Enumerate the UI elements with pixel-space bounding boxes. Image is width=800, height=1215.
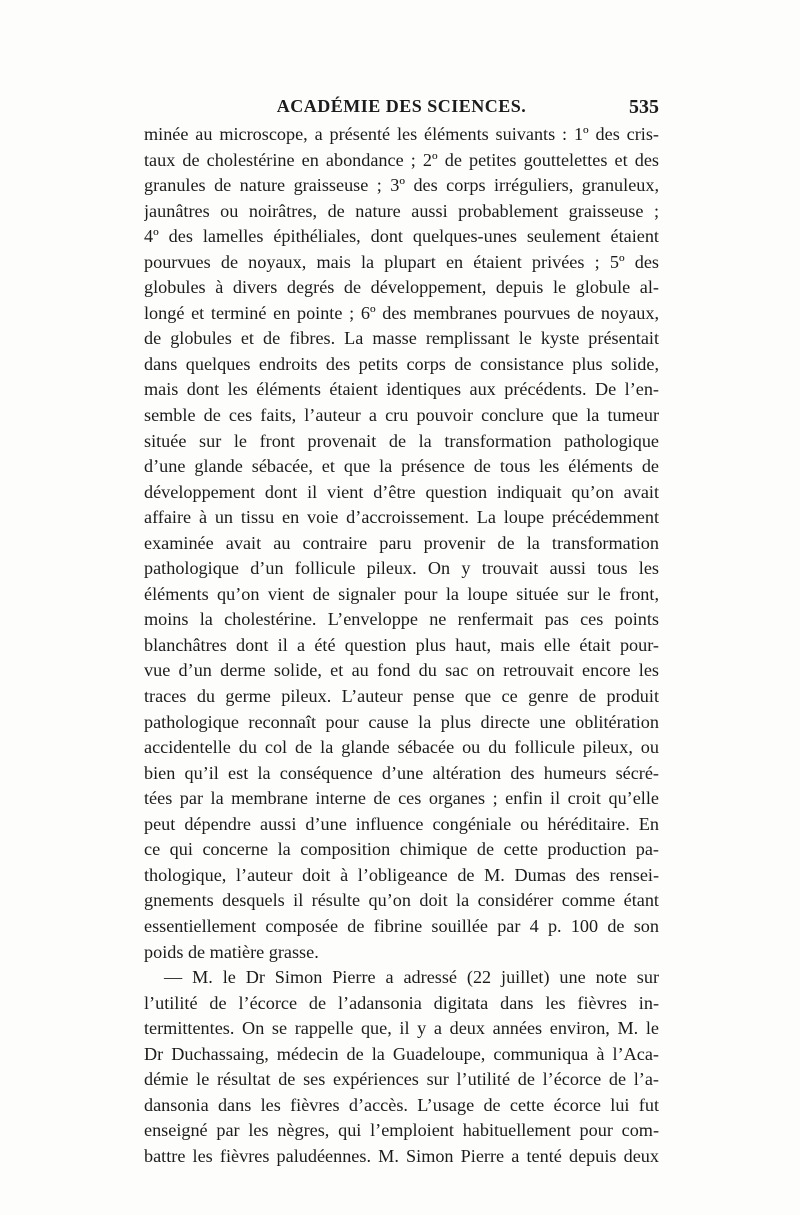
text-line: taux de cholestérine en abondance ; 2º de petites gouttelettes et des (144, 149, 659, 170)
text-line: blanchâtres dont il a été question plus haut, mais elle était pour- (144, 634, 659, 655)
text-line: minée au microscope, a présenté les éléments suivants : 1º des cris- (144, 124, 659, 144)
text-line: termittentes. On se rappelle que, il y a deux années environ, M. le (144, 1018, 659, 1039)
paragraph-academic-report (144, 122, 659, 965)
text-line: développement dont il vient d’être question indiquait qu’on avait (144, 481, 659, 502)
text-line: affaire à un tissu en voie d’accroissement. La loupe précédemment (144, 507, 659, 528)
text-line: ce qui concerne la composition chimique de cette production pa- (144, 839, 659, 860)
text-line: examinée avait au contraire paru provenir de la transformation (144, 532, 659, 553)
text-line: longé et terminé en pointe ; 6º des membranes pourvues de noyaux, (144, 302, 659, 323)
paragraph-simon-pierre-note (144, 965, 659, 1169)
text-line: jaunâtres ou noirâtres, de nature aussi probablement graisseuse ; (144, 200, 659, 221)
running-title: ACADÉMIE DES SCIENCES. (276, 96, 527, 116)
page-number: 535 (629, 96, 659, 118)
text-line: démie le résultat de ses expériences sur l’utilité de l’écorce de l’a- (144, 1069, 659, 1090)
text-line: éléments qu’on vient de signaler pour la loupe située sur le front, (144, 583, 659, 604)
text-line: gnements desquels il résulte qu’on doit la considérer comme étant (144, 890, 659, 911)
text-line: battre les fièvres paludéennes. M. Simon Pierre a tenté depuis deux (144, 1145, 659, 1166)
text-line: Dr Duchassaing, médecin de la Guadeloupe, communiqua à l’Aca- (144, 1043, 659, 1064)
text-line: de globules et de fibres. La masse remplissant le kyste présentait (144, 328, 659, 349)
text-line: pourvues de noyaux, mais la plupart en étaient privées ; 5º des (144, 251, 659, 272)
text-line: tées par la membrane interne de ces organes ; enfin il croit qu’elle (144, 788, 659, 809)
text-line: pathologique d’un follicule pileux. On y trouvait aussi tous les (144, 558, 659, 579)
text-line: — M. le Dr Simon Pierre a adressé (22 juillet) une note sur (164, 967, 659, 988)
text-line: dans quelques endroits des petits corps de consistance plus solide, (144, 353, 659, 374)
text-line: vue d’un derme solide, et au fond du sac on retrouvait encore les (144, 660, 659, 681)
text-line: dansonia dans les fièvres d’accès. L’usage de cette écorce lui fut (144, 1094, 659, 1115)
text-line: thologique, l’auteur doit à l’obligeance de M. Dumas des rensei- (144, 864, 659, 885)
text-line: bien qu’il est la conséquence d’une altération des humeurs sécré- (144, 762, 659, 783)
text-line: 4º des lamelles épithéliales, dont quelques-unes seulement étaient (144, 226, 659, 247)
text-line: essentiellement composée de fibrine souillée par 4 p. 100 de son (144, 915, 659, 936)
text-line: poids de matière grasse. (144, 941, 319, 962)
text-line: enseigné par les nègres, qui l’emploient habituellement pour com- (144, 1120, 659, 1141)
text-line: mais dont les éléments étaient identiques aux précédents. De l’en- (144, 379, 659, 400)
text-line: granules de nature graisseuse ; 3º des corps irréguliers, granuleux, (144, 175, 659, 196)
text-line: l’utilité de l’écorce de l’adansonia digitata dans les fièvres in- (144, 992, 659, 1013)
text-line: semble de ces faits, l’auteur a cru pouvoir conclure que la tumeur (144, 405, 659, 426)
text-line: peut dépendre aussi d’une influence congéniale ou héréditaire. En (144, 813, 659, 834)
body-text (144, 122, 659, 1169)
running-head (144, 96, 659, 122)
text-line: accidentelle du col de la glande sébacée ou du follicule pileux, ou (144, 737, 659, 758)
text-line: d’une glande sébacée, et que la présence de tous les éléments de (144, 456, 659, 477)
text-line: pathologique reconnaît pour cause la plus directe une oblitération (144, 711, 659, 732)
text-line: globules à divers degrés de développement, depuis le globule al- (144, 277, 659, 298)
text-line: située sur le front provenait de la transformation pathologique (144, 430, 659, 451)
text-line: moins la cholestérine. L’enveloppe ne renfermait pas ces points (144, 609, 659, 630)
text-line: traces du germe pileux. L’auteur pense que ce genre de produit (144, 686, 659, 707)
